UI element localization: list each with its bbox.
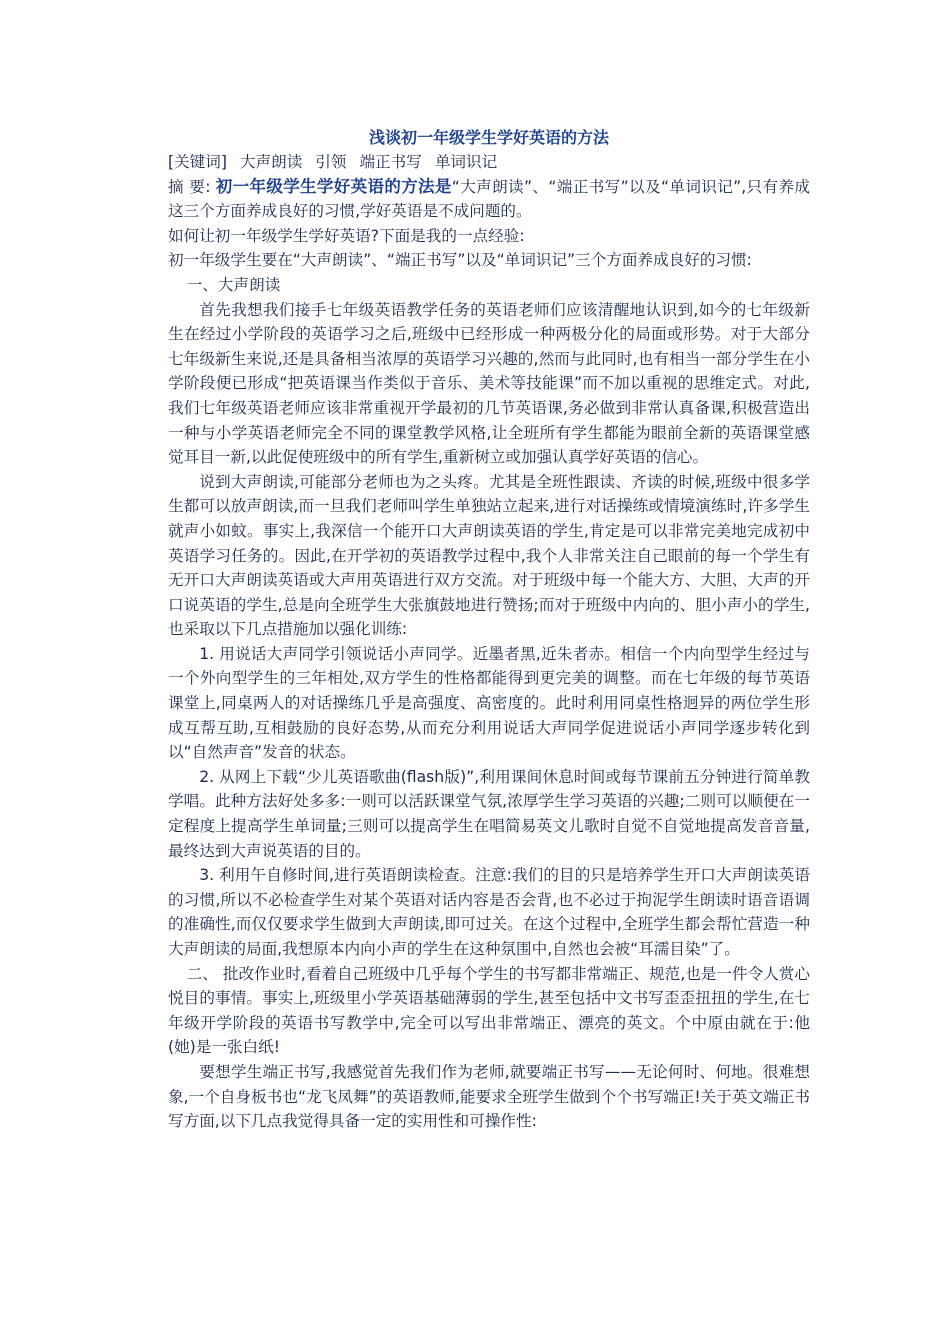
paragraph-intro: 如何让初一年级学生学好英语?下面是我的一点经验:: [168, 226, 525, 245]
abstract: [168, 175, 810, 224]
abstract-label: 摘 要:: [168, 177, 216, 196]
abstract-text: “大声朗读”、“端正书写”以及“单词识记”,只有养成这三个方面养成良好的习惯,学好英语是不成问题的。: [168, 177, 811, 221]
abstract-bold-text: 初一年级学生学好英语的方法是: [215, 176, 452, 196]
keyword: 大声朗读: [239, 153, 303, 171]
paragraph-habits: 初一年级学生要在“大声朗读”、“端正书写”以及“单词识记”三个方面养成良好的习惯:: [168, 251, 752, 270]
keywords-line: [168, 150, 810, 175]
paragraph: 说到大声朗读,可能部分老师也为之头疼。尤其是全班性跟读、齐读的时候,班级中很多学生都可以放声朗读,而一旦我们老师叫学生单独站立起来,进行对话操练或情境演练时,许多学生就声小如蚊。事实上,我深信一个能开口大声朗读英语的学生,肯定是可以非常完美地完成初中英语学习任务的。因此,在开学初的英语教学过程中,我个人非常关注自己眼前的每一个学生有无开口大声朗读英语或大声用英语进行双方交流。对于班级中每一个能大方、大胆、大声的开口说英语的学生,总是向全班学生大张旗鼓地进行赞扬;而对于班级中内向的、胆小声小的学生,也采取以下几点措施加以强化训练:: [168, 472, 810, 639]
document-body: [168, 126, 810, 1134]
paragraph: 要想学生端正书写,我感觉首先我们作为老师,就要端正书写——无论何时、何地。很难想象,一个自身板书也“龙飞凤舞”的英语教师,能要求全班学生做到个个书写端正!关于英文端正书写方面,以下几点我觉得具备一定的实用性和可操作性:: [168, 1062, 810, 1131]
keyword: 端正书写: [359, 153, 422, 171]
paragraph: 首先我想我们接手七年级英语教学任务的英语老师们应该清醒地认识到,如今的七年级新生在经过小学阶段的英语学习之后,班级中已经形成一种两极分化的局面或形势。对于大部分七年级新生来说,还是具备相当浓厚的英语学习兴趣的,然而与此同时,也有相当一部分学生在小学阶段便已形成“把英语课当作类似于音乐、美术等技能课”而不加以重视的思维定式。对此,我们七年级英语老师应该非常重视开学最初的几节英语课,务必做到非常认真备课,积极营造出一种与小学英语老师完全不同的课堂教学风格,让全班所有学生都能为眼前全新的英语课堂感觉耳目一新,以此促使班级中的所有学生,重新树立或加强认真学好英语的信心。: [168, 300, 810, 467]
keywords-label: [关键词]: [168, 153, 227, 171]
document-title: 浅谈初一年级学生学好英语的方法: [368, 128, 609, 147]
section-heading-reading: 一、大声朗读: [186, 275, 281, 294]
section-writing: 二、 批改作业时,看着自己班级中几乎每个学生的书写都非常端正、规范,也是一件令人赏心悦目的事情。事实上,班级里小学英语基础薄弱的学生,甚至包括中文书写歪歪扭扭的学生,在七年级开学阶段的英语书写教学中,完全可以写出非常端正、漂亮的英文。个中原由就在于:他(她)是一张白纸!: [168, 964, 810, 1057]
list-item-2: 2. 从网上下载“少儿英语歌曲(flash版)”,利用课间休息时间或每节课前五分钟进行简单教学唱。此种方法好处多多:一则可以活跃课堂气氛,浓厚学生学习英语的兴趣;二则可以顺便在一定程度上提高学生单词量;三则可以提高学生在唱简易英文儿歌时自觉不自觉地提高发音音量,最终达到大声说英语的目的。: [168, 767, 810, 860]
keyword: 引领: [315, 153, 347, 171]
list-item-3: 3. 利用午自修时间,进行英语朗读检查。注意:我们的目的只是培养学生开口大声朗读英语的习惯,所以不必检查学生对某个英语对话内容是否会背,也不必过于拘泥学生朗读时语音语调的准确性,而仅仅要求学生做到大声朗读,即可过关。在这个过程中,全班学生都会帮忙营造一种大声朗读的局面,我想原本内向小声的学生在这种氛围中,自然也会被“耳濡目染”了。: [168, 866, 810, 958]
list-item-1: 1. 用说话大声同学引领说话小声同学。近墨者黑,近朱者赤。相信一个内向型学生经过与一个外向型学生的三年相处,双方学生的性格都能得到更完美的调整。而在七年级的每节英语课堂上,同桌两人的对话操练几乎是高强度、高密度的。此时利用同桌性格迥异的两位学生形成互帮互助,互相鼓励的良好态势,从而充分利用说话大声同学促进说话小声同学逐步转化到以“自然声音”发音的状态。: [168, 644, 810, 762]
keyword: 单词识记: [434, 153, 498, 171]
